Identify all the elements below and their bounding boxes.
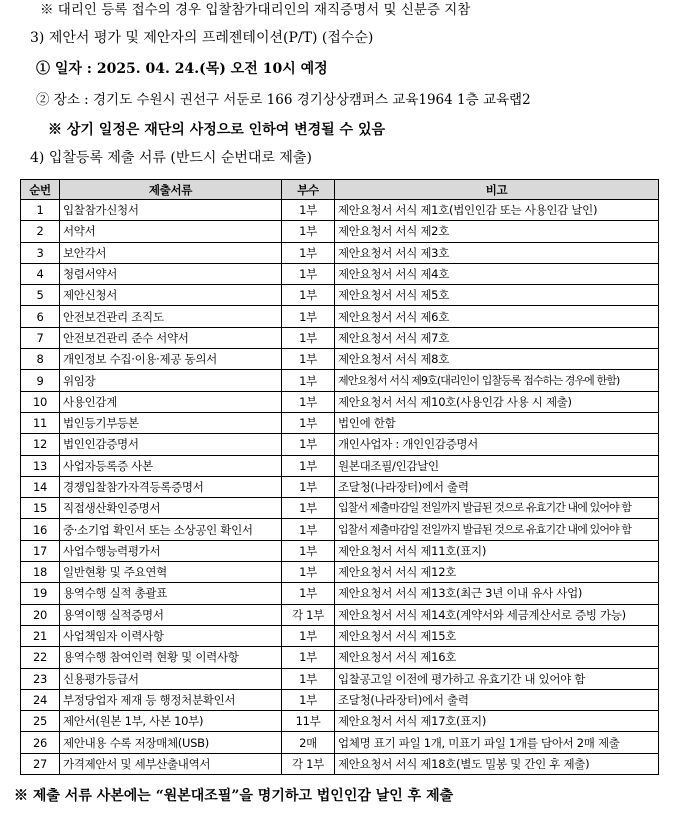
row-remark: 제안요청서 서식 제18호(별도 밀봉 및 간인 후 제출) xyxy=(335,753,659,774)
row-document: 제안신청서 xyxy=(60,285,282,306)
proxy-registration-note: ※ 대리인 등록 접수의 경우 입찰참가대리인의 재직증명서 및 신분증 지참 xyxy=(40,2,471,18)
row-number: 24 xyxy=(21,689,60,710)
row-document: 개인정보 수집·이용·제공 동의서 xyxy=(60,349,282,370)
row-number: 22 xyxy=(21,647,60,668)
row-number: 17 xyxy=(21,540,60,561)
row-remark: 제안요청서 서식 제14호(계약서와 세금계산서로 증빙 가능) xyxy=(335,604,659,625)
table-row xyxy=(21,732,659,753)
row-copies: 1부 xyxy=(282,242,335,263)
row-number: 13 xyxy=(21,455,60,476)
section-4-heading: 4) 입찰등록 제출 서류 (반드시 순번대로 제출) xyxy=(30,150,312,166)
row-copies: 각 1부 xyxy=(282,604,335,625)
row-document: 신용평가등급서 xyxy=(60,668,282,689)
table-row xyxy=(21,306,659,327)
table-row xyxy=(21,263,659,284)
header-copies: 부수 xyxy=(282,180,335,200)
schedule-change-note: ※ 상기 일정은 재단의 사정으로 인하여 변경될 수 있음 xyxy=(48,122,385,138)
table-row xyxy=(21,242,659,263)
row-copies: 1부 xyxy=(282,434,335,455)
row-remark: 제안요청서 서식 제11호(표지) xyxy=(335,540,659,561)
header-remarks: 비고 xyxy=(335,180,659,200)
row-copies: 1부 xyxy=(282,370,335,391)
submission-documents-table xyxy=(20,179,659,775)
table-row xyxy=(21,349,659,370)
table-row xyxy=(21,604,659,625)
row-remark: 제안요청서 서식 제6호 xyxy=(335,306,659,327)
row-copies: 1부 xyxy=(282,349,335,370)
row-document: 부정당업자 제재 등 행정처분확인서 xyxy=(60,689,282,710)
row-number: 8 xyxy=(21,349,60,370)
row-number: 27 xyxy=(21,753,60,774)
section-3-heading: 3) 제안서 평가 및 제안자의 프레젠테이션(P/T) (접수순) xyxy=(30,30,374,46)
row-number: 3 xyxy=(21,242,60,263)
table-row xyxy=(21,200,659,221)
row-copies: 1부 xyxy=(282,306,335,327)
table-row xyxy=(21,647,659,668)
table-row xyxy=(21,583,659,604)
row-number: 7 xyxy=(21,327,60,348)
row-document: 서약서 xyxy=(60,221,282,242)
row-document: 법인등기부등본 xyxy=(60,412,282,433)
row-number: 21 xyxy=(21,625,60,646)
row-copies: 1부 xyxy=(282,583,335,604)
row-number: 15 xyxy=(21,498,60,519)
row-document: 용역이행 실적증명서 xyxy=(60,604,282,625)
row-document: 중·소기업 확인서 또는 소상공인 확인서 xyxy=(60,519,282,540)
table-row xyxy=(21,753,659,774)
row-number: 25 xyxy=(21,711,60,732)
row-remark: 제안요청서 서식 제16호 xyxy=(335,647,659,668)
table-row xyxy=(21,519,659,540)
row-remark: 조달청(나라장터)에서 출력 xyxy=(335,689,659,710)
row-copies: 1부 xyxy=(282,668,335,689)
row-document: 경쟁입찰참가자격등록증명서 xyxy=(60,476,282,497)
row-remark: 제안요청서 서식 제3호 xyxy=(335,242,659,263)
row-remark: 제안요청서 서식 제9호(대리인이 입찰등록 접수하는 경우에 한함) xyxy=(335,370,659,391)
row-number: 19 xyxy=(21,583,60,604)
row-remark: 제안요청서 서식 제4호 xyxy=(335,263,659,284)
row-remark: 제안요청서 서식 제10호(사용인감 사용 시 제출) xyxy=(335,391,659,412)
row-number: 11 xyxy=(21,412,60,433)
row-number: 6 xyxy=(21,306,60,327)
row-remark: 조달청(나라장터)에서 출력 xyxy=(335,476,659,497)
row-copies: 1부 xyxy=(282,285,335,306)
table-row xyxy=(21,327,659,348)
row-number: 9 xyxy=(21,370,60,391)
table-row xyxy=(21,434,659,455)
row-number: 20 xyxy=(21,604,60,625)
row-remark: 제안요청서 서식 제15호 xyxy=(335,625,659,646)
row-copies: 1부 xyxy=(282,476,335,497)
row-copies: 1부 xyxy=(282,689,335,710)
row-copies: 1부 xyxy=(282,519,335,540)
table-row xyxy=(21,412,659,433)
row-document: 사업수행능력평가서 xyxy=(60,540,282,561)
table-row xyxy=(21,625,659,646)
row-document: 용역수행 실적 총괄표 xyxy=(60,583,282,604)
row-document: 가격제안서 및 세부산출내역서 xyxy=(60,753,282,774)
row-copies: 2매 xyxy=(282,732,335,753)
row-remark: 입찰공고일 이전에 평가하고 유효기간 내 있어야 함 xyxy=(335,668,659,689)
schedule-place: ② 장소 : 경기도 수원시 권선구 서둔로 166 경기상상캠퍼스 교육1964 1층 교육랩2 xyxy=(36,92,531,108)
table-row xyxy=(21,455,659,476)
row-remark: 개인사업자 : 개인인감증명서 xyxy=(335,434,659,455)
row-remark: 원본대조필/인감날인 xyxy=(335,455,659,476)
row-document: 사업자등록증 사본 xyxy=(60,455,282,476)
table-row xyxy=(21,221,659,242)
row-document: 법인인감증명서 xyxy=(60,434,282,455)
row-document: 제안내용 수록 저장매체(USB) xyxy=(60,732,282,753)
row-copies: 1부 xyxy=(282,625,335,646)
row-copies: 1부 xyxy=(282,455,335,476)
row-remark: 제안요청서 서식 제13호(최근 3년 이내 유사 사업) xyxy=(335,583,659,604)
row-document: 일반현황 및 주요연혁 xyxy=(60,562,282,583)
row-document: 안전보건관리 조직도 xyxy=(60,306,282,327)
row-remark: 제안요청서 서식 제12호 xyxy=(335,562,659,583)
row-copies: 1부 xyxy=(282,327,335,348)
row-document: 입찰참가신청서 xyxy=(60,200,282,221)
row-number: 23 xyxy=(21,668,60,689)
row-number: 16 xyxy=(21,519,60,540)
row-remark: 제안요청서 서식 제1호(법인인감 또는 사용인감 날인) xyxy=(335,200,659,221)
row-document: 위임장 xyxy=(60,370,282,391)
row-copies: 1부 xyxy=(282,412,335,433)
row-copies: 1부 xyxy=(282,647,335,668)
table-row xyxy=(21,476,659,497)
table-body xyxy=(21,200,659,775)
row-number: 1 xyxy=(21,200,60,221)
header-number: 순번 xyxy=(21,180,60,200)
row-remark: 제안요청서 서식 제5호 xyxy=(335,285,659,306)
row-document: 보안각서 xyxy=(60,242,282,263)
row-remark: 입찰서 제출마감일 전일까지 발급된 것으로 유효기간 내에 있어야 함 xyxy=(335,519,659,540)
row-document: 청렴서약서 xyxy=(60,263,282,284)
row-copies: 각 1부 xyxy=(282,753,335,774)
row-number: 5 xyxy=(21,285,60,306)
row-remark: 제안요청서 서식 제7호 xyxy=(335,327,659,348)
row-copies: 1부 xyxy=(282,540,335,561)
row-document: 제안서(원본 1부, 사본 10부) xyxy=(60,711,282,732)
table-row xyxy=(21,562,659,583)
row-number: 10 xyxy=(21,391,60,412)
row-remark: 제안요청서 서식 제8호 xyxy=(335,349,659,370)
header-document: 제출서류 xyxy=(60,180,282,200)
row-copies: 1부 xyxy=(282,498,335,519)
row-document: 사업책임자 이력사항 xyxy=(60,625,282,646)
row-copies: 1부 xyxy=(282,200,335,221)
row-document: 용역수행 참여인력 현황 및 이력사항 xyxy=(60,647,282,668)
row-copies: 1부 xyxy=(282,391,335,412)
table-row xyxy=(21,668,659,689)
table-row xyxy=(21,391,659,412)
row-remark: 법인에 한함 xyxy=(335,412,659,433)
row-copies: 1부 xyxy=(282,562,335,583)
table-row xyxy=(21,689,659,710)
row-document: 직접생산확인증명서 xyxy=(60,498,282,519)
row-number: 4 xyxy=(21,263,60,284)
row-number: 12 xyxy=(21,434,60,455)
row-document: 사용인감계 xyxy=(60,391,282,412)
row-number: 14 xyxy=(21,476,60,497)
table-row xyxy=(21,370,659,391)
row-number: 26 xyxy=(21,732,60,753)
row-number: 18 xyxy=(21,562,60,583)
row-number: 2 xyxy=(21,221,60,242)
row-copies: 1부 xyxy=(282,221,335,242)
table-row xyxy=(21,711,659,732)
row-remark: 제안요청서 서식 제17호(표지) xyxy=(335,711,659,732)
row-copies: 11부 xyxy=(282,711,335,732)
row-remark: 업체명 표기 파일 1개, 미표기 파일 1개를 담아서 2매 제출 xyxy=(335,732,659,753)
schedule-date: ① 일자 : 2025. 04. 24.(목) 오전 10시 예정 xyxy=(36,61,328,77)
footer-note: ※ 제출 서류 사본에는 “원본대조필”을 명기하고 법인인감 날인 후 제출 xyxy=(14,788,454,804)
table-header-row xyxy=(21,180,659,200)
table-row xyxy=(21,540,659,561)
row-remark: 입찰서 제출마감일 전일까지 발급된 것으로 유효기간 내에 있어야 함 xyxy=(335,498,659,519)
table-row xyxy=(21,285,659,306)
row-document: 안전보건관리 준수 서약서 xyxy=(60,327,282,348)
table-row xyxy=(21,498,659,519)
row-remark: 제안요청서 서식 제2호 xyxy=(335,221,659,242)
row-copies: 1부 xyxy=(282,263,335,284)
